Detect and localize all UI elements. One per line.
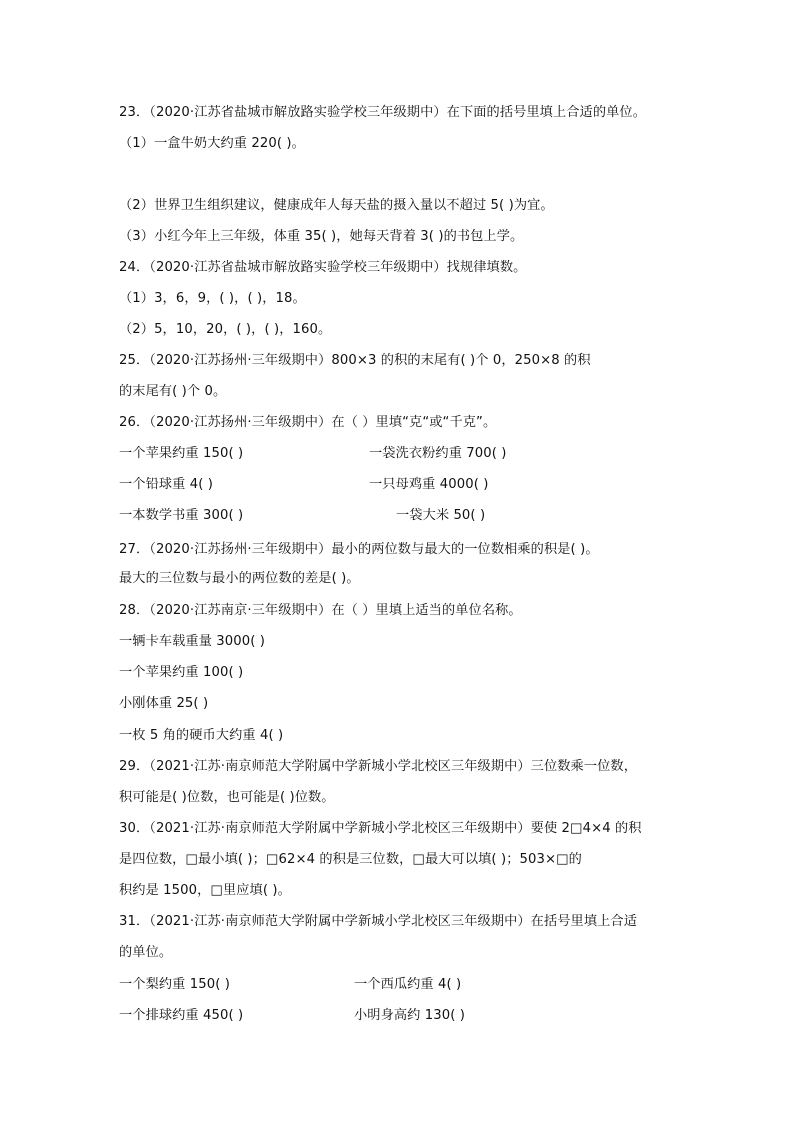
q24-stem <box>119 259 526 277</box>
line-text: （3）小红今年上三年级，体重 35( )，她每天背着 3( )的书包上学。 <box>119 229 524 244</box>
line-text: （1）一盒牛奶大约重 220( )。 <box>119 136 305 151</box>
line-text: （2）5，10，20，( )，( )，160。 <box>119 322 332 337</box>
q30-line3 <box>119 882 291 900</box>
line-text: 24．（2020·江苏省盐城市解放路实验学校三年级期中）找规律填数。 <box>119 260 527 275</box>
line-text-col2: 一袋大米 50( ) <box>396 508 486 523</box>
line-text: 一个铅球重 4( ) <box>119 477 214 492</box>
q25-line1 <box>119 352 591 370</box>
q27-line2 <box>119 570 360 588</box>
line-text: 29．（2021·江苏·南京师范大学附属中学新城小学北校区三年级期中）三位数乘一位数， <box>119 759 637 774</box>
line-text: 23．（2020·江苏省盐城市解放路实验学校三年级期中）在下面的括号里填上合适的单位。 <box>119 105 646 120</box>
line-text-col2: 小明身高约 130( ) <box>354 1008 465 1023</box>
line-text: 28．（2020·江苏南京·三年级期中）在（ ）里填上适当的单位名称。 <box>119 603 522 618</box>
q28-item4 <box>119 727 283 745</box>
line-text-col2: 一只母鸡重 4000( ) <box>369 477 489 492</box>
q28-item3 <box>119 695 208 713</box>
q31-row2 <box>119 1007 465 1025</box>
q29-line2 <box>119 789 335 807</box>
q26-stem <box>119 414 496 432</box>
q28-item1 <box>119 633 265 651</box>
line-text: 是四位数，□最小填( )；□62×4 的积是三位数，□最大可以填( )；503×□的 <box>119 852 582 867</box>
line-text: 的单位。 <box>119 945 173 960</box>
line-text: 一枚 5 角的硬币大约重 4( ) <box>119 728 284 743</box>
line-text: 30．（2021·江苏·南京师范大学附属中学新城小学北校区三年级期中）要使 2□4×4 的积 <box>119 821 642 836</box>
q29-line1 <box>119 758 637 776</box>
q23-stem <box>119 104 646 122</box>
line-text: 一个排球约重 450( ) <box>119 1008 244 1023</box>
q30-line1 <box>119 820 642 838</box>
line-text: 一个苹果约重 100( ) <box>119 665 244 680</box>
q24-part2 <box>119 321 331 339</box>
q31-line1 <box>119 913 637 931</box>
q30-line2 <box>119 851 582 869</box>
q27-line1 <box>119 541 599 559</box>
line-text: 一个梨约重 150( ) <box>119 977 230 992</box>
q26-row1 <box>119 445 507 463</box>
line-text: 的末尾有( )个 0。 <box>119 384 227 399</box>
q23-part3 <box>119 228 523 246</box>
line-text: （1）3，6，9，( )，( )，18。 <box>119 291 306 306</box>
line-text: 一辆卡车载重量 3000( ) <box>119 634 266 649</box>
q26-row2 <box>119 476 489 494</box>
line-text: 一本数学书重 300( ) <box>119 508 244 523</box>
line-text: 25．（2020·江苏扬州·三年级期中）800×3 的积的末尾有( )个 0，250×8 的积 <box>119 353 591 368</box>
q28-item2 <box>119 664 243 682</box>
q26-row3 <box>119 507 486 525</box>
line-text-col2: 一个西瓜约重 4( ) <box>354 977 462 992</box>
q23-part2 <box>119 197 554 215</box>
line-text: 26．（2020·江苏扬州·三年级期中）在（ ）里填“克“或“千克”。 <box>119 415 497 430</box>
q28-stem <box>119 602 522 620</box>
line-text-col2: 一袋洗衣粉约重 700( ) <box>369 446 507 461</box>
q31-row1 <box>119 976 462 994</box>
line-text: 最大的三位数与最小的两位数的差是( )。 <box>119 571 360 586</box>
line-text: 积约是 1500，□里应填( )。 <box>119 883 291 898</box>
line-text: 27．（2020·江苏扬州·三年级期中）最小的两位数与最大的一位数相乘的积是( )。 <box>119 542 599 557</box>
q25-line2 <box>119 383 226 401</box>
line-text: 31．（2021·江苏·南京师范大学附属中学新城小学北校区三年级期中）在括号里填上合适 <box>119 914 637 929</box>
q31-line2 <box>119 944 172 962</box>
line-text: 小刚体重 25( ) <box>119 696 209 711</box>
line-text: 积可能是( )位数，也可能是( )位数。 <box>119 790 335 805</box>
line-text: 一个苹果约重 150( ) <box>119 446 244 461</box>
q24-part1 <box>119 290 306 308</box>
line-text: （2）世界卫生组织建议，健康成年人每天盐的摄入量以不超过 5( )为宜。 <box>119 198 554 213</box>
q23-part1 <box>119 135 305 153</box>
